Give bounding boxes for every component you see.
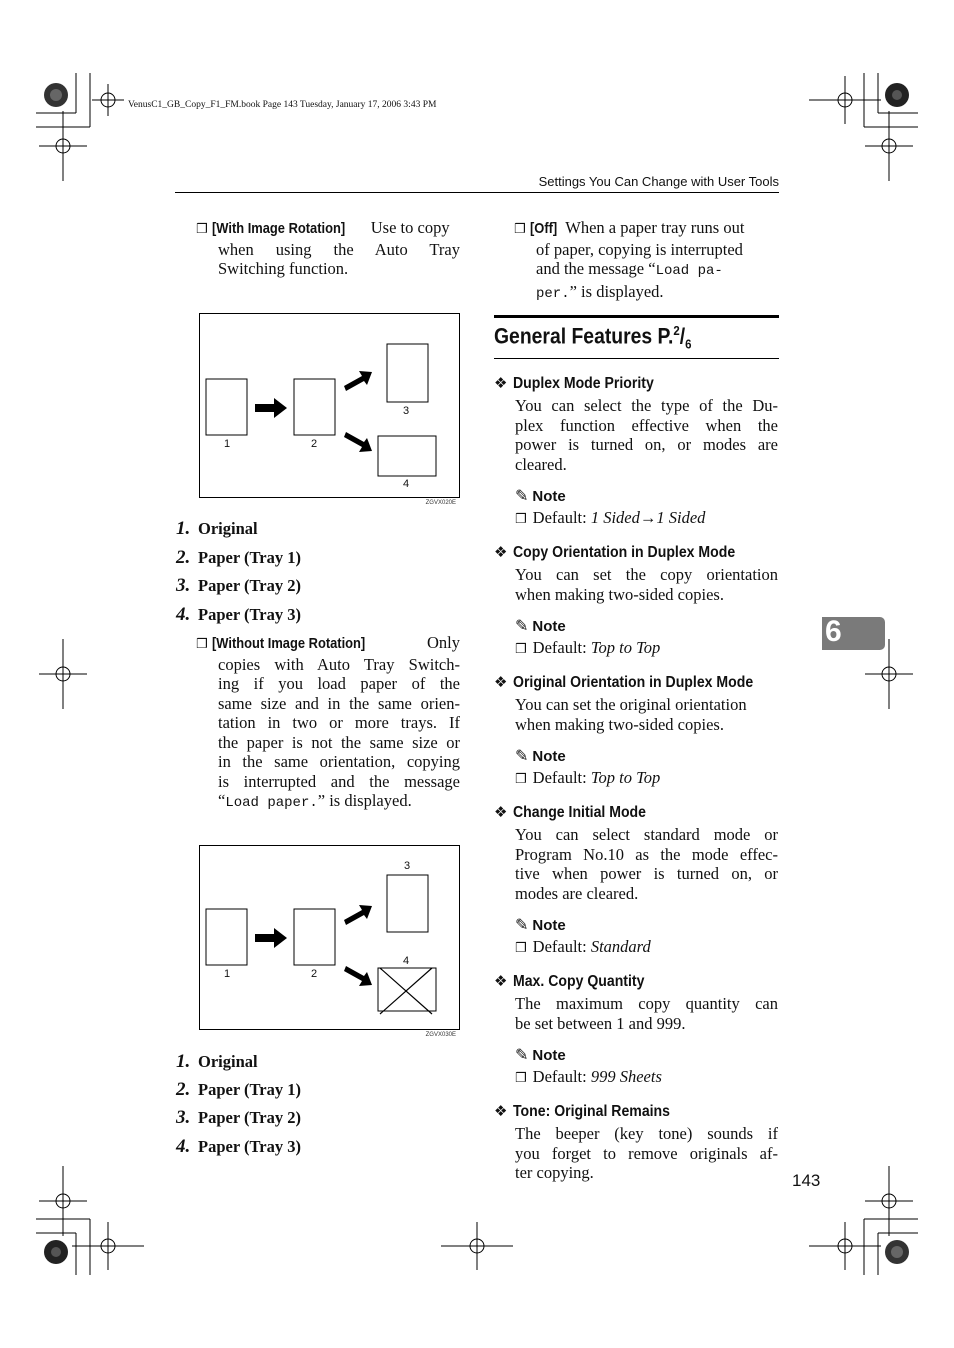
- load-paper-message: Load paper.: [225, 795, 318, 811]
- legend-text: Original: [198, 519, 258, 538]
- running-head: Settings You Can Change with User Tools: [538, 174, 779, 189]
- setting-item-label: Tone: Original Remains: [513, 1103, 671, 1120]
- pencil-icon: ✎: [515, 1045, 529, 1064]
- diamond-bullet-icon: ❖: [494, 1102, 508, 1120]
- message-suffix: ” is displayed.: [317, 791, 412, 810]
- legend-number: 3.: [176, 1107, 191, 1129]
- default-value: 999 Sheets: [590, 1067, 662, 1086]
- legend-text: Original: [198, 1052, 258, 1071]
- setting-item-title: [494, 543, 766, 562]
- default-value: Top to Top: [590, 638, 661, 657]
- without-rotation-line: tation in two or more trays. If: [218, 713, 460, 732]
- checkbox-bullet-icon: ❒: [515, 941, 527, 956]
- with-image-rotation-paragraph: [196, 218, 460, 279]
- note-heading: [515, 746, 566, 765]
- without-rotation-line: is interrupted and the message: [218, 771, 460, 791]
- figure2-label-4: 4: [403, 955, 410, 967]
- figure2-arrow-right: [255, 928, 287, 948]
- figure1-arrow-up: [344, 371, 372, 391]
- section-page-slash: /: [679, 323, 686, 349]
- note-label: Note: [532, 618, 566, 635]
- legend-number: 1.: [176, 1051, 191, 1072]
- figure1-tray3-sheet: [378, 436, 436, 476]
- checkbox-bullet-icon: ❒: [515, 512, 527, 527]
- without-rotation-line: the paper is not the same size or: [218, 732, 460, 752]
- figure2-arrow-down: [344, 966, 372, 986]
- figure2-original-sheet: [206, 909, 247, 965]
- description-line: The maximum copy quantity can: [515, 994, 778, 1013]
- legend-text: Paper (Tray 3): [198, 604, 301, 624]
- legend-text: Paper (Tray 1): [198, 547, 301, 567]
- setting-item-description: [515, 994, 778, 1033]
- default-label: Default:: [532, 508, 587, 527]
- load-paper-message-part2: per.: [536, 285, 570, 302]
- description-line: You can set the copy orientation: [515, 565, 778, 584]
- note-default: [515, 768, 660, 788]
- diamond-bullet-icon: ❖: [494, 803, 508, 821]
- note-heading: [515, 616, 566, 635]
- note-heading: [515, 1045, 566, 1064]
- description-line: Program No.10 as the mode effec-: [515, 844, 778, 864]
- default-label: Default:: [532, 1067, 587, 1086]
- legend-text: Paper (Tray 2): [198, 1108, 301, 1128]
- diamond-bullet-icon: ❖: [494, 673, 508, 691]
- legend-item: [176, 1136, 301, 1164]
- figure1-arrow-right: [255, 398, 287, 418]
- setting-item-description: [515, 565, 778, 604]
- legend-text: Paper (Tray 2): [198, 576, 301, 595]
- without-rotation-line: copies with Auto Tray Switch-: [218, 654, 460, 674]
- checkbox-bullet-icon: ❒: [515, 642, 527, 657]
- diamond-bullet-icon: ❖: [494, 972, 508, 990]
- checkbox-bullet-icon: ❒: [196, 222, 208, 237]
- description-line: plex function effective when the: [515, 415, 778, 435]
- setting-item-label: Original Orientation in Duplex Mode: [513, 674, 754, 691]
- setting-item-title: [494, 803, 665, 822]
- page-number: 143: [792, 1171, 821, 1190]
- off-keyword: [Off]: [529, 220, 558, 237]
- note-heading: [515, 486, 566, 505]
- checkbox-bullet-icon: ❒: [515, 1071, 527, 1086]
- off-line-text: and the message “: [536, 259, 656, 278]
- off-line: of paper, copying is interrupted: [536, 239, 743, 259]
- setting-item-label: Copy Orientation in Duplex Mode: [513, 544, 736, 561]
- setting-item-title: [494, 374, 673, 393]
- with-rotation-line: Switching function.: [218, 259, 349, 278]
- book-info: VenusC1_GB_Copy_F1_FM.book Page 143 Tuesday, January 17, 2006 3:43 PM: [128, 100, 437, 110]
- legend-number: 4.: [176, 1135, 191, 1157]
- figure2-diagram: [200, 846, 459, 1029]
- setting-item-description: [515, 396, 778, 474]
- figure1-arrow-down: [344, 432, 372, 452]
- description-line: modes are cleared.: [515, 883, 639, 903]
- figure1-diagram: [200, 314, 459, 497]
- without-image-rotation-paragraph: [196, 633, 460, 814]
- figure-tray-switching-with-rotation: [199, 313, 460, 506]
- note-default: [515, 1067, 662, 1087]
- off-option-paragraph: [514, 218, 779, 304]
- figure2-legend: [176, 1051, 301, 1164]
- figure1-label-2: 2: [311, 438, 318, 450]
- figure2-tray3-crossed: [378, 968, 436, 1014]
- figure1-label-4: 4: [403, 478, 410, 490]
- note-default: [515, 638, 660, 658]
- description-line: You can select standard mode or: [515, 825, 778, 844]
- figure2-tray2-sheet: [387, 875, 428, 932]
- legend-item: [176, 575, 301, 604]
- figure1-label-1: 1: [224, 438, 231, 450]
- note-heading: [515, 915, 566, 934]
- off-line: When a paper tray runs out: [565, 218, 745, 237]
- without-rotation-line: in the same orientation, copying: [218, 752, 460, 771]
- pencil-icon: ✎: [515, 746, 529, 765]
- off-line: [514, 259, 779, 282]
- legend-number: 4.: [176, 603, 191, 625]
- diamond-bullet-icon: ❖: [494, 374, 508, 392]
- figure1-tray1-sheet: [294, 379, 335, 435]
- figure-tray-switching-without-rotation: [199, 845, 460, 1038]
- without-rotation-first-word: Only: [427, 633, 460, 652]
- pencil-icon: ✎: [515, 486, 529, 505]
- description-line: The beeper (key tone) sounds if: [515, 1124, 778, 1143]
- figure1-tray2-sheet: [387, 344, 428, 402]
- setting-item-description: [515, 1124, 778, 1183]
- note-label: Note: [532, 748, 566, 765]
- section-page-current: 2: [673, 323, 680, 338]
- off-line: [514, 282, 779, 305]
- chapter-tab: [822, 617, 885, 650]
- description-line: You can select the type of the Du-: [515, 396, 778, 415]
- figure2-label-1: 1: [224, 968, 231, 980]
- without-rotation-line: ing if you load paper of the: [218, 674, 460, 693]
- default-value: Top to Top: [590, 768, 661, 787]
- description-line: be set between 1 and 999.: [515, 1013, 686, 1033]
- legend-text: Paper (Tray 1): [198, 1080, 301, 1100]
- setting-item-title: [494, 972, 663, 991]
- default-label: Default:: [532, 638, 587, 657]
- without-rotation-message-line: [196, 791, 460, 814]
- legend-item: [176, 1051, 301, 1079]
- load-paper-message-part1: Load pa-: [655, 263, 723, 279]
- setting-item-description: [515, 695, 778, 734]
- setting-item-description: [515, 825, 778, 903]
- figure2-label-3: 3: [404, 860, 411, 872]
- legend-number: 1.: [176, 518, 191, 539]
- default-label: Default:: [532, 768, 587, 787]
- figure1-legend: [176, 518, 301, 632]
- note-label: Note: [532, 488, 566, 505]
- legend-item: [176, 604, 301, 633]
- figure2-arrow-up: [344, 905, 372, 925]
- setting-item-label: Duplex Mode Priority: [513, 375, 655, 392]
- off-line-text: ” is displayed.: [569, 281, 664, 301]
- figure1-original-sheet: [206, 379, 247, 435]
- pencil-icon: ✎: [515, 915, 529, 934]
- description-line: when making two-sided copies.: [515, 584, 724, 604]
- figure1-code: ZGVX020E: [425, 500, 456, 506]
- description-line: ter copying.: [515, 1163, 594, 1182]
- legend-item: [176, 1107, 301, 1135]
- description-line: You can set the original orientation: [515, 695, 747, 714]
- section-page-total: 6: [685, 336, 692, 352]
- without-image-rotation-keyword: [Without Image Rotation]: [211, 635, 366, 652]
- setting-item-title: [494, 1102, 692, 1121]
- header-rule: [175, 192, 779, 193]
- note-default: [515, 508, 705, 528]
- legend-number: 3.: [176, 575, 191, 596]
- setting-item-label: Max. Copy Quantity: [513, 973, 645, 990]
- with-rotation-line: Use to copy: [370, 218, 450, 237]
- checkbox-bullet-icon: ❒: [515, 772, 527, 787]
- legend-item: [176, 518, 301, 547]
- default-label: Default:: [532, 937, 587, 956]
- figure2-code: ZGVX030E: [425, 1032, 456, 1038]
- with-image-rotation-keyword: [With Image Rotation]: [211, 220, 345, 237]
- setting-item-label: Change Initial Mode: [513, 804, 647, 821]
- note-default: [515, 937, 651, 957]
- chapter-number: 6: [825, 615, 842, 648]
- default-value: 1 Sided→1 Sided: [590, 508, 706, 527]
- legend-number: 2.: [176, 1079, 191, 1101]
- diamond-bullet-icon: ❖: [494, 543, 508, 561]
- description-line: cleared.: [515, 454, 567, 474]
- section-title: [494, 323, 691, 352]
- description-line: tive when power is turned on, or: [515, 864, 778, 883]
- figure2-label-2: 2: [311, 968, 318, 980]
- description-line: when making two-sided copies.: [515, 714, 724, 734]
- legend-text: Paper (Tray 3): [198, 1136, 301, 1156]
- figure2-tray1-sheet: [294, 909, 335, 965]
- legend-item: [176, 1079, 301, 1107]
- with-rotation-line: when using the Auto Tray: [218, 239, 460, 259]
- pencil-icon: ✎: [515, 616, 529, 635]
- section-rule-top: [494, 315, 779, 318]
- description-line: you forget to remove originals af-: [515, 1143, 778, 1163]
- setting-item-title: [494, 673, 786, 692]
- checkbox-bullet-icon: ❒: [514, 222, 526, 237]
- without-rotation-line: same size and in the same orien-: [218, 693, 460, 713]
- section-rule-bottom: [494, 358, 779, 359]
- legend-item: [176, 547, 301, 576]
- checkbox-bullet-icon: ❒: [196, 637, 208, 652]
- quote-open: “: [218, 791, 226, 810]
- legend-number: 2.: [176, 546, 191, 568]
- description-line: power is turned on, or modes are: [515, 435, 778, 454]
- note-label: Note: [532, 1047, 566, 1064]
- figure1-label-3: 3: [403, 405, 410, 417]
- default-value: Standard: [590, 937, 651, 956]
- note-label: Note: [532, 917, 566, 934]
- section-title-text: General Features P.: [494, 323, 674, 349]
